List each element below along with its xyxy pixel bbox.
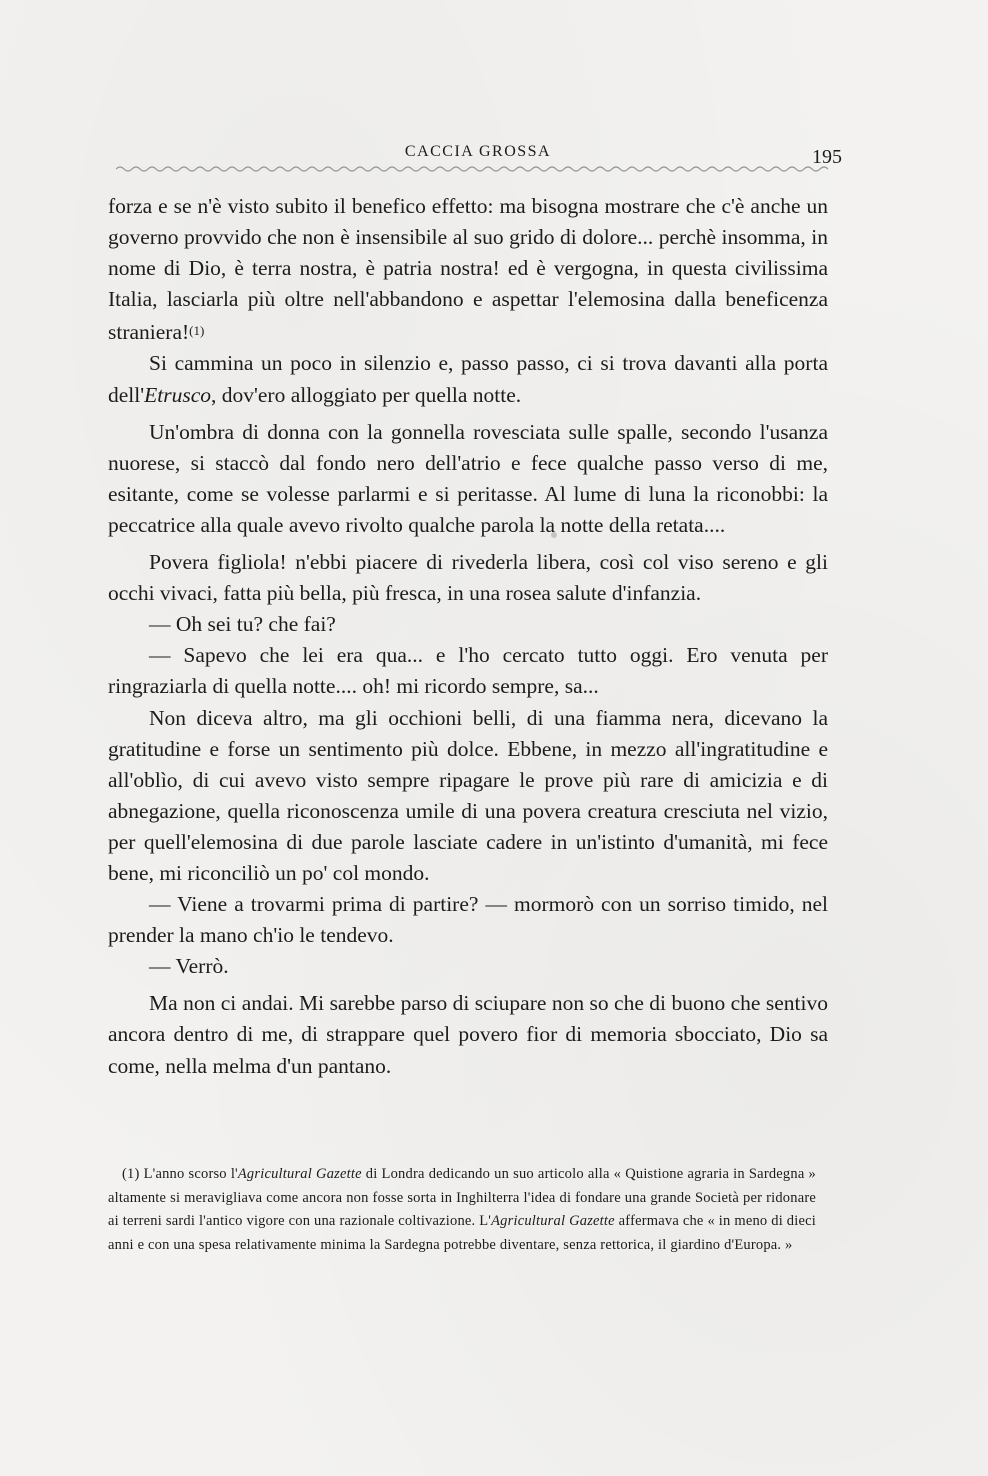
decorative-wavy-rule — [116, 163, 832, 175]
dialogue-line: — Sapevo che lei era qua... e l'ho cercato tutto oggi. Ero venuta per ringraziarla di quella notte.... oh! mi ricordo sempre, sa... — [108, 643, 828, 699]
dialogue-line: — Verrò. — [149, 954, 229, 979]
body-text — [108, 191, 828, 1082]
dialogue-line: — Oh sei tu? che fai? — [149, 612, 336, 637]
paragraph-7: Non diceva altro, ma gli occhioni belli, di una fiamma nera, dicevano la gratitudine e forse un sentimento più dolce. Ebbene, in mezzo all'ingratitudine e all'oblìo, di cui avevo visto sempre ripagare le prove più rare di amicizia e di abnegazione, quella riconoscenza umile di una povera creatura cresciuta nel vizio, per quell'elemosina di due parole lasciate cadere in un'istinto d'umanità, mi fece bene, mi riconciliò un po' col mondo. — [108, 705, 828, 885]
paragraph-1: forza e se n'è visto subito il benefico effetto: ma bisogna mostrare che c'è anche un governo provvido che non è insensibile al suo grido di dolore... perchè insomma, in nome di Dio, è terra nostra, è patria nostra! ed è vergogna, in questa civilissima Italia, lasciarla più oltre nell'abbandono e aspettar l'elemosina dalla beneficenza straniera!(1) — [108, 194, 828, 345]
paragraph-10: Ma non ci andai. Mi sarebbe parso di sciupare non so che di buono che sentivo ancora dentro di me, di strappare quel povero fior di memoria sbocciato, Dio sa come, nella melma d'un pantano. — [108, 991, 828, 1078]
dialogue-line: — Viene a trovarmi prima di partire? — mormorò con un sorriso timido, nel prender la mano ch'io le tendevo. — [108, 892, 828, 948]
footnote-marker: (1) — [122, 1166, 140, 1182]
hotel-name: Etrusco — [144, 382, 212, 407]
paragraph-4: Povera figliola! n'ebbi piacere di rivederla libera, così col viso sereno e gli occhi vivaci, fatta più bella, più fresca, in una rosea salute d'infanzia. — [108, 550, 828, 606]
running-title: CACCIA GROSSA — [404, 143, 552, 160]
paragraph-2: Si cammina un poco in silenzio e, passo passo, ci si trova davanti alla porta dell'Etrusco, dov'ero alloggiato per quella notte. — [108, 351, 828, 407]
paragraph-3: Un'ombra di donna con la gonnella rovesciata sulle spalle, secondo l'usanza nuorese, si staccò dal fondo nero dell'atrio e fece qualche passo verso di me, esitante, come se volesse parlarmi e si peritasse. Al lume di luna la riconobbi: la peccatrice alla quale avevo rivolto qualche parola la notte della retata.... — [108, 419, 828, 537]
footnote-reference: (1) — [189, 323, 205, 339]
page-number: 195 — [812, 146, 842, 168]
footnote: (1) L'anno scorso l'Agricultural Gazette di Londra dedicando un suo articolo alla « Quistione agraria in Sardegna » altamente si meravigliava come ancora non fosse sorta in Inghilterra l'idea di fondare una grande Società per ridonare ai terreni sardi l'antico vigore con una razionale coltivazione. L'Agricultural Gazette affermava che « in meno di dieci anni e con una spesa relativamente minima la Sardegna potrebbe diventare, senza rettorica, il giardino d'Europa. » — [108, 1166, 816, 1253]
paper-speck — [551, 532, 557, 538]
